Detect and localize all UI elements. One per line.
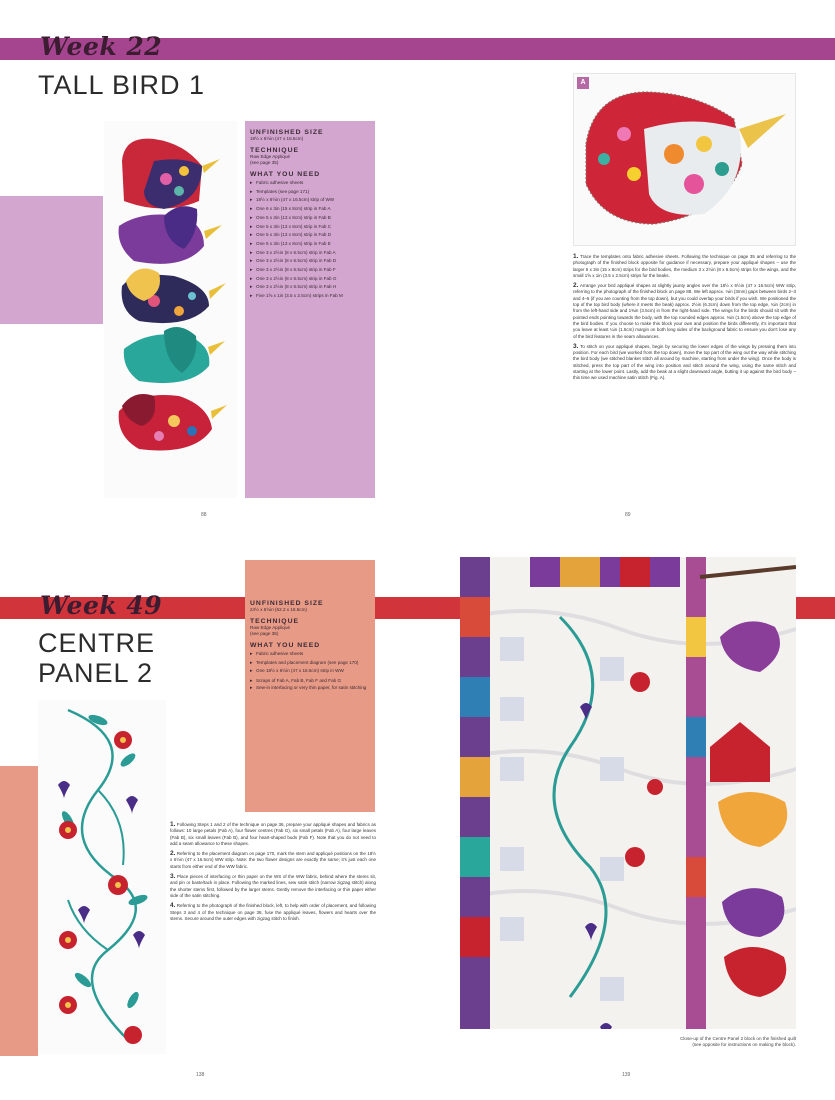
instructions-centre-panel bbox=[170, 822, 376, 926]
list-item: ▸ One 3 x 2½in (8 x 6.5cm) strip in Fab G bbox=[250, 275, 369, 284]
list-item: ▸ 18½ x 6½in (47 x 16.5cm) strip of WW bbox=[250, 196, 369, 205]
figure-label: A bbox=[577, 77, 589, 89]
block-photo-centre-panel bbox=[38, 700, 166, 1054]
list-item: ▸ One 3 x 2½in (8 x 6.5cm) strip in Fab A bbox=[250, 249, 369, 258]
page-number-left: 88 bbox=[201, 512, 207, 518]
step-1: 1. Trace the templates onto fabric adhesive sheets. Following the technique on page 35 and referring to the photograph of the finished block opposite for guidance if necessary, prepare your appliqué shapes – use the larger 6 x 3in (15 x 8cm) strips for the bird bodies, the medium 3 x 2½in (8 x 6.5cm) strips for the wings, and the small 1⅝ x 1in (3.5 x 2.5cm) strips for the beaks. bbox=[573, 253, 796, 278]
technique-page-ref: (see page 35) bbox=[250, 160, 279, 165]
list-item: ▸ One 5 x 3in (13 x 8cm) strip in Fab B bbox=[250, 214, 369, 223]
unfinished-size-value: 24½ x 6½in (62.2 x 16.5cm) bbox=[250, 607, 307, 612]
list-item: ▸ One 5 x 3in (13 x 8cm) strip in Fab E bbox=[250, 240, 369, 249]
week-tag: Week 22 bbox=[40, 32, 163, 61]
step-4: 4. Referring to the photograph of the finished block, left, to help with order of placement, and following Steps 3 and 4 of the technique on page 38, fuse the appliqué leaves, flowers and hearts over the stems. Secure around the outer edges with zigzag stitch to finish. bbox=[170, 902, 376, 921]
bird-closeup-illustration bbox=[574, 74, 796, 246]
what-you-need-heading: WHAT YOU NEED bbox=[250, 642, 321, 649]
technique-value: Raw Edge Appliqué bbox=[250, 625, 291, 630]
info-panel-content bbox=[245, 592, 375, 812]
step-2: 2. Arrange your bird appliqué shapes at slightly jaunty angles over the 18½ x 6½in (47 x 16.5cm) WW strip, referring to the photograph of the finished block on page 88. We left approx. ⅛in (3mm) gaps between birds 2–3 and 4–5 (if you are counting from the top down), but you could overlap your birds if you wish. We positioned the top of the top bird body (where it meets the beak) approx. 2½in (6.3cm) down from the top edge, ¾in (2cm) in from the left-hand side and 1⅜in (3.5cm) in from the right-hand side. The wings for the birds should sit with the pointed ends pointing towards the body, with the top rounded edges approx. ⅜in (1.5cm) above the top edge of the bird bodies. If you choose to make this block your own and position the birds differently, it's important that you leave at least ¼in (1.5cm) margin on both long sides of the background fabric to ensure you don't lose any of the bird features in the seam allowances. bbox=[573, 282, 796, 339]
materials-list bbox=[250, 179, 369, 301]
page-number-left: 138 bbox=[196, 1072, 205, 1078]
block-photo-tall-bird bbox=[104, 121, 237, 498]
side-accent-block bbox=[0, 196, 103, 324]
technique-heading: TECHNIQUE bbox=[250, 147, 300, 154]
page-title: TALL BIRD 1 bbox=[38, 70, 206, 100]
side-accent-block bbox=[0, 766, 38, 1056]
materials-list bbox=[250, 650, 369, 692]
technique-value: Raw Edge Appliqué bbox=[250, 154, 291, 159]
list-item: ▸ Scraps of Fab A, Fab B, Fab F and Fab G bbox=[250, 677, 369, 686]
list-item: ▸ Five 1⅝ x 1in (3.5 x 2.5cm) strips in Fab M bbox=[250, 292, 369, 301]
list-item: ▸ Sew-in interfacing or very thin paper, for satin stitching bbox=[250, 685, 369, 692]
unfinished-size-heading: UNFINISHED SIZE bbox=[250, 600, 324, 607]
info-panel-tall-bird bbox=[245, 121, 375, 498]
list-item: ▸ One 5 x 3in (13 x 8cm) strip in Fab C bbox=[250, 223, 369, 232]
list-item: ▸ One 3 x 2½in (8 x 6.5cm) strip in Fab H bbox=[250, 283, 369, 292]
list-item: ▸ One 6 x 3in (15 x 8cm) strip in Fab A bbox=[250, 205, 369, 214]
list-item: ▸ One 3 x 2½in (8 x 6.5cm) strip in Fab D bbox=[250, 257, 369, 266]
photo-caption: Close-up of the Centre Panel 2 block on the finished quilt (see opposite for instructions on making the block). bbox=[680, 1036, 796, 1048]
list-item: ▸ One 18½ x 6½in (47 x 16.5cm) strip in WW bbox=[250, 668, 369, 675]
page-number-right: 89 bbox=[625, 512, 631, 518]
list-item: ▸ Templates (see page 171) bbox=[250, 188, 369, 197]
unfinished-size-heading: UNFINISHED SIZE bbox=[250, 129, 324, 136]
what-you-need-heading: WHAT YOU NEED bbox=[250, 171, 321, 178]
tall-bird-illustration bbox=[104, 121, 237, 498]
step-2: 2. Referring to the placement diagram on page 170, mark the stem and appliqué positions on the 18½ x 6½in (47 x 16.5cm) WW strip. Note: the two flower designs are exactly the same; it's just each one starts from either end of the WW fabric. bbox=[170, 850, 376, 869]
list-item: ▸ Fabric adhesive sheets bbox=[250, 650, 369, 659]
page-number-right: 139 bbox=[622, 1072, 631, 1078]
page-title-line-2: PANEL 2 bbox=[38, 658, 154, 688]
list-item: ▸ One 3 x 2½in (8 x 6.5cm) strip in Fab F bbox=[250, 266, 369, 275]
page-title-line-1: CENTRE bbox=[38, 628, 156, 658]
instructions-tall-bird bbox=[573, 254, 796, 386]
list-item: ▸ Fabric adhesive sheets bbox=[250, 179, 369, 188]
step-3: 3. Place pieces of interfacing or thin paper on the WS of the WW fabric, behind where the stems sit, and pin or baste/tack in place. Following the marked lines, sew satin stitch (narrow zigzag stitch) along the shorter stems first, followed by the larger stems. Gently remove the interfacing or thin paper either side of the satin stitching. bbox=[170, 873, 376, 898]
technique-heading: TECHNIQUE bbox=[250, 618, 300, 625]
week-tag: Week 49 bbox=[40, 591, 163, 620]
floral-vine-illustration bbox=[38, 700, 166, 1054]
unfinished-size-value: 18½ x 6½in (47 x 16.5cm) bbox=[250, 136, 304, 141]
list-item: ▸ One 5 x 3in (13 x 8cm) strip in Fab D bbox=[250, 231, 369, 240]
list-item: ▸ Templates and placement diagram (see page 170) bbox=[250, 660, 369, 667]
step-3: 3. To stitch on your appliqué shapes, begin by securing the lower edges of the wings by pressing them into position. For each bird (we worked from the top down), move the top part of the wing out the way while stitching the bird body (we stitched blanket stitch all around by machine, starting from under the wing). Once the body is stitched, press the top part of the wing into position and stitch around the wing, using the same stitch and starting at the lower point. Lastly, add the beak at a slight downward angle, butting it up against the bird body – this time we used machine satin stitch (Fig. A). bbox=[573, 342, 796, 381]
step-1: 1. Following Steps 1 and 2 of the technique on page 36, prepare your appliqué shapes and fabrics as follows: 10 large petals (Fab A), four flower centres (Fab G), six small petals (Fab A), four large leaves (Fab B), six small leaves (Fab B), and four heart-shaped buds (Fab F). Note that you do not need to add a seam allowance to these shapes. bbox=[170, 821, 376, 846]
figure-a-photo bbox=[573, 73, 796, 246]
quilt-illustration bbox=[460, 557, 796, 1029]
technique-page-ref: (see page 35) bbox=[250, 631, 279, 636]
quilt-closeup-photo bbox=[460, 557, 796, 1029]
